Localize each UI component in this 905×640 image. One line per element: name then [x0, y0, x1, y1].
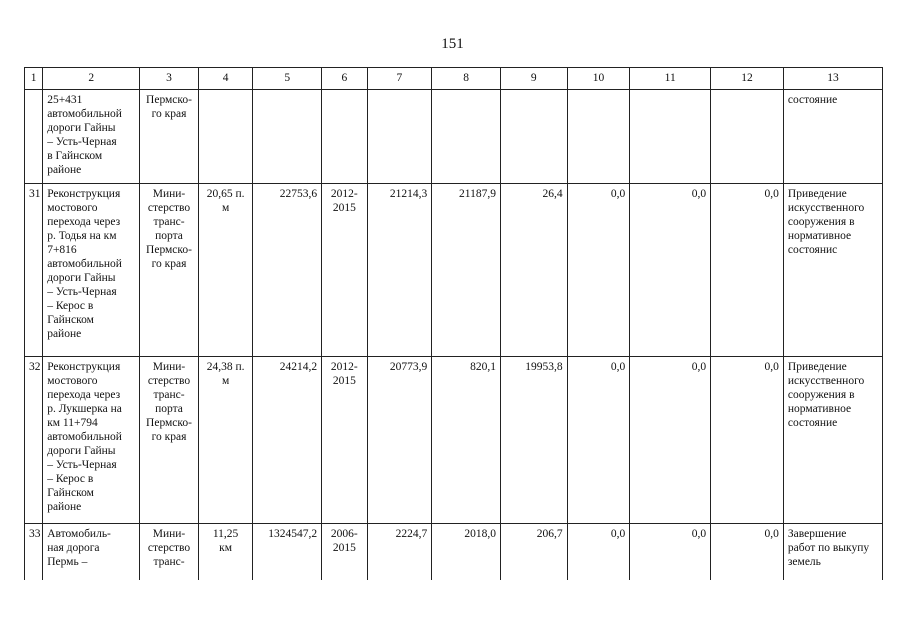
expected-result: [783, 357, 882, 524]
object-name: [43, 90, 140, 184]
table-row: [25, 90, 883, 184]
object-name-line: дороги Гайны: [47, 272, 116, 285]
value-col-9: 206,7: [500, 524, 567, 581]
total-cost: [253, 90, 322, 184]
value-col-7: 20773,9: [367, 357, 432, 524]
result-line: состояние: [787, 94, 838, 107]
executor-line: Пермско-: [146, 417, 192, 430]
result-line: нормативное: [787, 403, 852, 416]
result-line: Завершение: [787, 528, 847, 541]
result-line: нормативное: [787, 230, 852, 243]
result-line: работ по выкупу: [787, 542, 870, 555]
object-name-line: Пермь –: [47, 556, 88, 569]
executor-line: Пермско-: [146, 94, 192, 107]
executor-line: порта: [155, 403, 183, 416]
period-line: 2015: [332, 202, 356, 215]
col-header-10: 10: [567, 68, 630, 90]
period: [322, 90, 367, 184]
capacity-line: м: [221, 202, 230, 215]
capacity: [198, 184, 253, 357]
executor-line: Мини-: [152, 528, 186, 541]
column-numbers-row: [25, 68, 883, 90]
result-line: состоянис: [787, 244, 838, 257]
period-line: 2012-: [330, 188, 358, 201]
value-col-8: 820,1: [432, 357, 501, 524]
col-header-8: 8: [432, 68, 501, 90]
object-name-line: Гайнском: [47, 314, 94, 327]
object-name-line: мостового: [47, 375, 98, 388]
object-name-line: км 11+794: [47, 417, 98, 430]
capacity: [198, 90, 253, 184]
object-name: [43, 357, 140, 524]
executor-line: стерство: [147, 375, 191, 388]
object-name: [43, 524, 140, 581]
table-row: [25, 524, 883, 581]
object-name-line: Гайнском: [47, 487, 94, 500]
object-name-line: автомобильной: [47, 258, 122, 271]
period-line: 2015: [332, 375, 356, 388]
capacity-line: 20,65 п.: [206, 188, 245, 201]
object-name-line: – Усть-Черная: [47, 459, 117, 472]
col-header-5: 5: [253, 68, 322, 90]
value-col-12: 0,0: [711, 524, 784, 581]
executor-line: го края: [151, 108, 187, 121]
object-name: [43, 184, 140, 357]
total-cost: 22753,6: [253, 184, 322, 357]
object-name-line: – Керос в: [47, 300, 94, 313]
object-name-line: дороги Гайны: [47, 122, 116, 135]
object-name-line: автомобильной: [47, 431, 122, 444]
total-cost: 24214,2: [253, 357, 322, 524]
total-cost: 1324547,2: [253, 524, 322, 581]
expected-result: [783, 184, 882, 357]
result-line: земель: [787, 556, 821, 569]
row-number: 33: [25, 524, 43, 581]
col-header-7: 7: [367, 68, 432, 90]
object-name-line: дороги Гайны: [47, 445, 116, 458]
period: [322, 524, 367, 581]
program-table: [24, 67, 883, 580]
expected-result: [783, 90, 882, 184]
value-col-8: [432, 90, 501, 184]
row-number: [25, 90, 43, 184]
col-header-2: 2: [43, 68, 140, 90]
executor-line: Мини-: [152, 361, 186, 374]
object-name-line: районе: [47, 164, 82, 177]
value-col-8: 2018,0: [432, 524, 501, 581]
col-header-11: 11: [630, 68, 711, 90]
period: [322, 184, 367, 357]
expected-result: [783, 524, 882, 581]
capacity: [198, 524, 253, 581]
value-col-10: 0,0: [567, 357, 630, 524]
executor-line: порта: [155, 230, 183, 243]
executor: [140, 524, 199, 581]
object-name-line: 25+431: [47, 94, 83, 107]
capacity-line: 11,25: [212, 528, 239, 541]
period-line: 2015: [332, 542, 356, 555]
value-col-11: 0,0: [630, 524, 711, 581]
value-col-9: [500, 90, 567, 184]
result-line: сооружения в: [787, 389, 855, 402]
col-header-9: 9: [500, 68, 567, 90]
capacity: [198, 357, 253, 524]
object-name-line: перехода через: [47, 389, 121, 402]
value-col-10: 0,0: [567, 184, 630, 357]
executor-line: транс-: [153, 389, 185, 402]
value-col-8: 21187,9: [432, 184, 501, 357]
executor: [140, 357, 199, 524]
value-col-11: 0,0: [630, 184, 711, 357]
period-line: 2006-: [330, 528, 358, 541]
value-col-10: 0,0: [567, 524, 630, 581]
result-line: сооружения в: [787, 216, 855, 229]
col-header-4: 4: [198, 68, 253, 90]
object-name-line: р. Лукшерка на: [47, 403, 122, 416]
result-line: искусственного: [787, 375, 865, 388]
object-name-line: 7+816: [47, 244, 77, 257]
object-name-line: р. Тодья на км: [47, 230, 117, 243]
result-line: искусственного: [787, 202, 865, 215]
col-header-3: 3: [140, 68, 199, 90]
object-name-line: ная дорога: [47, 542, 100, 555]
row-number: 32: [25, 357, 43, 524]
col-header-1: 1: [25, 68, 43, 90]
value-col-9: 19953,8: [500, 357, 567, 524]
value-col-11: [630, 90, 711, 184]
object-name-line: Реконструкция: [47, 188, 121, 201]
object-name-line: – Усть-Черная: [47, 286, 117, 299]
executor-line: стерство: [147, 542, 191, 555]
object-name-line: перехода через: [47, 216, 121, 229]
object-name-line: районе: [47, 328, 82, 341]
executor-line: Мини-: [152, 188, 186, 201]
value-col-7: 2224,7: [367, 524, 432, 581]
executor-line: стерство: [147, 202, 191, 215]
object-name-line: Реконструкция: [47, 361, 121, 374]
capacity-line: м: [221, 375, 230, 388]
object-name-line: в Гайнском: [47, 150, 103, 163]
period-line: 2012-: [330, 361, 358, 374]
value-col-9: 26,4: [500, 184, 567, 357]
object-name-line: районе: [47, 501, 82, 514]
executor-line: Пермско-: [146, 244, 192, 257]
table-row: [25, 184, 883, 357]
page-number: 151: [441, 36, 464, 52]
value-col-10: [567, 90, 630, 184]
result-line: состояние: [787, 417, 838, 430]
executor: [140, 184, 199, 357]
col-header-6: 6: [322, 68, 367, 90]
capacity-line: 24,38 п.: [206, 361, 245, 374]
table-row: [25, 357, 883, 524]
col-header-13: 13: [783, 68, 882, 90]
capacity-line: км: [219, 542, 233, 555]
executor: [140, 90, 199, 184]
value-col-12: 0,0: [711, 184, 784, 357]
value-col-7: 21214,3: [367, 184, 432, 357]
result-line: Приведение: [787, 188, 847, 201]
executor-line: го края: [151, 431, 187, 444]
object-name-line: – Усть-Черная: [47, 136, 117, 149]
object-name-line: Автомобиль-: [47, 528, 111, 541]
object-name-line: автомобильной: [47, 108, 122, 121]
executor-line: го края: [151, 258, 187, 271]
executor-line: транс-: [153, 216, 185, 229]
period: [322, 357, 367, 524]
executor-line: транс-: [153, 556, 185, 569]
result-line: Приведение: [787, 361, 847, 374]
object-name-line: мостового: [47, 202, 98, 215]
col-header-12: 12: [711, 68, 784, 90]
object-name-line: – Керос в: [47, 473, 94, 486]
value-col-12: [711, 90, 784, 184]
value-col-11: 0,0: [630, 357, 711, 524]
value-col-7: [367, 90, 432, 184]
value-col-12: 0,0: [711, 357, 784, 524]
row-number: 31: [25, 184, 43, 357]
